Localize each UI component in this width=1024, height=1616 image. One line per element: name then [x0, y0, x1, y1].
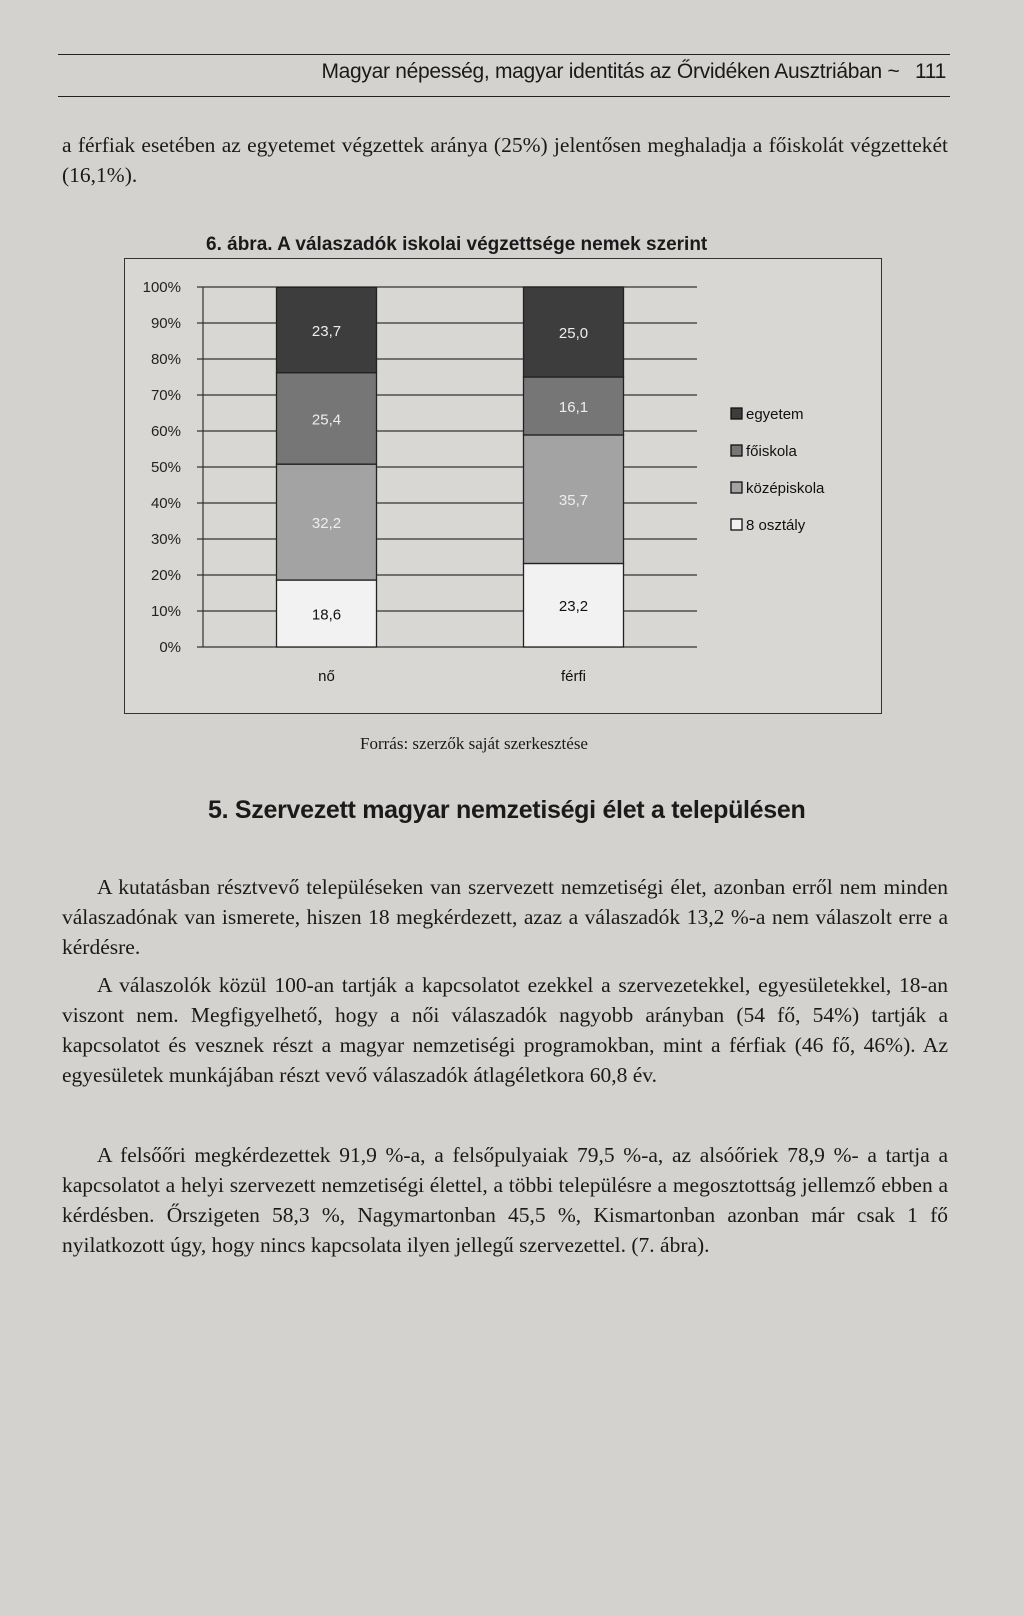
y-tick-label: 70% — [150, 387, 181, 404]
y-tick-label: 10% — [150, 603, 181, 620]
page-number: 111 — [914, 60, 946, 83]
running-header — [321, 60, 946, 84]
category-label: férfi — [560, 668, 587, 685]
data-label: 18,6 — [311, 606, 342, 624]
y-tick-label: 90% — [150, 315, 181, 332]
data-label: 25,4 — [311, 411, 342, 429]
figure-title: 6. ábra. A válaszadók iskolai végzettsége nemek szerint — [206, 234, 708, 255]
legend-label: egyetem — [746, 406, 804, 423]
y-tick-label: 50% — [150, 459, 181, 476]
data-label: 16,1 — [558, 398, 589, 416]
section-title: 5. Szervezett magyar nemzetiségi élet a településen — [208, 796, 806, 824]
data-label: 25,0 — [558, 325, 589, 342]
header-rule-top — [58, 54, 950, 55]
stacked-bar-chart — [125, 259, 881, 713]
paragraph-3: A felsőőri megkérdezettek 91,9 %-a, a felsőpulyaiak 79,5 %-a, az alsóőriek 78,9 %- a tartja a kapcsolatot a helyi szervezett nemzetiségi élettel, a többi településre a megosztottság jellemző ebben a kérdésben. Őrszigeten 58,3 %, Nagymartonban 45,5 %, Kismartonban azonban már csak 1 fő nyilatkozott úgy, hogy nincs kapcsolata ilyen jellegű szervezettel. (7. ábra). — [62, 1143, 948, 1257]
data-label: 23,2 — [558, 598, 589, 616]
header-separator: ~ — [887, 60, 900, 83]
legend-label: középiskola — [746, 480, 825, 497]
intro-paragraph: a férfiak esetében az egyetemet végzettek aránya (25%) jelentősen meghaladja a főiskolát végzettekét (16,1%). — [62, 133, 948, 187]
y-tick-label: 20% — [150, 567, 181, 584]
data-label: 23,7 — [311, 323, 342, 341]
paragraph-1: A kutatásban résztvevő településeken van szervezett nemzetiségi élet, azonban erről nem minden válaszadónak van ismerete, hiszen 18 megkérdezett, azaz a válaszadók 13,2 %-a nem válaszolt erre a kérdésre. — [62, 875, 948, 959]
data-label: 32,2 — [311, 515, 342, 533]
paragraph-2: A válaszolók közül 100-an tartják a kapcsolatot ezekkel a szervezetekkel, egyesületekkel, 18-an viszont nem. Megfigyelhető, hogy a női válaszadók nagyobb arányban (54 fő, 54%) tartják a kapcsolatot és vesznek részt a magyar nemzetiségi programokban, mint a férfiak (46 fő, 46%). Az egyesületek munkájában részt vevő válaszadók átlagéletkora 60,8 év. — [62, 973, 948, 1087]
data-label: 35,7 — [558, 492, 589, 510]
y-tick-label: 0% — [159, 639, 181, 656]
chart-frame — [124, 258, 882, 714]
legend-label: 8 osztály — [746, 517, 806, 534]
running-title: Magyar népesség, magyar identitás az Őrvidéken Ausztriában — [321, 60, 882, 83]
figure-source: Forrás: szerzők saját szerkesztése — [360, 734, 588, 753]
legend-label: főiskola — [746, 443, 797, 460]
y-tick-label: 100% — [142, 279, 181, 296]
legend-swatch — [731, 519, 742, 530]
y-tick-label: 80% — [150, 351, 181, 368]
category-label: nő — [318, 668, 335, 685]
legend-swatch — [731, 445, 742, 456]
y-tick-label: 40% — [150, 495, 181, 512]
legend-swatch — [731, 408, 742, 419]
header-rule-bottom — [58, 96, 950, 97]
y-tick-label: 60% — [150, 423, 181, 440]
legend-swatch — [731, 482, 742, 493]
y-tick-label: 30% — [150, 531, 181, 548]
